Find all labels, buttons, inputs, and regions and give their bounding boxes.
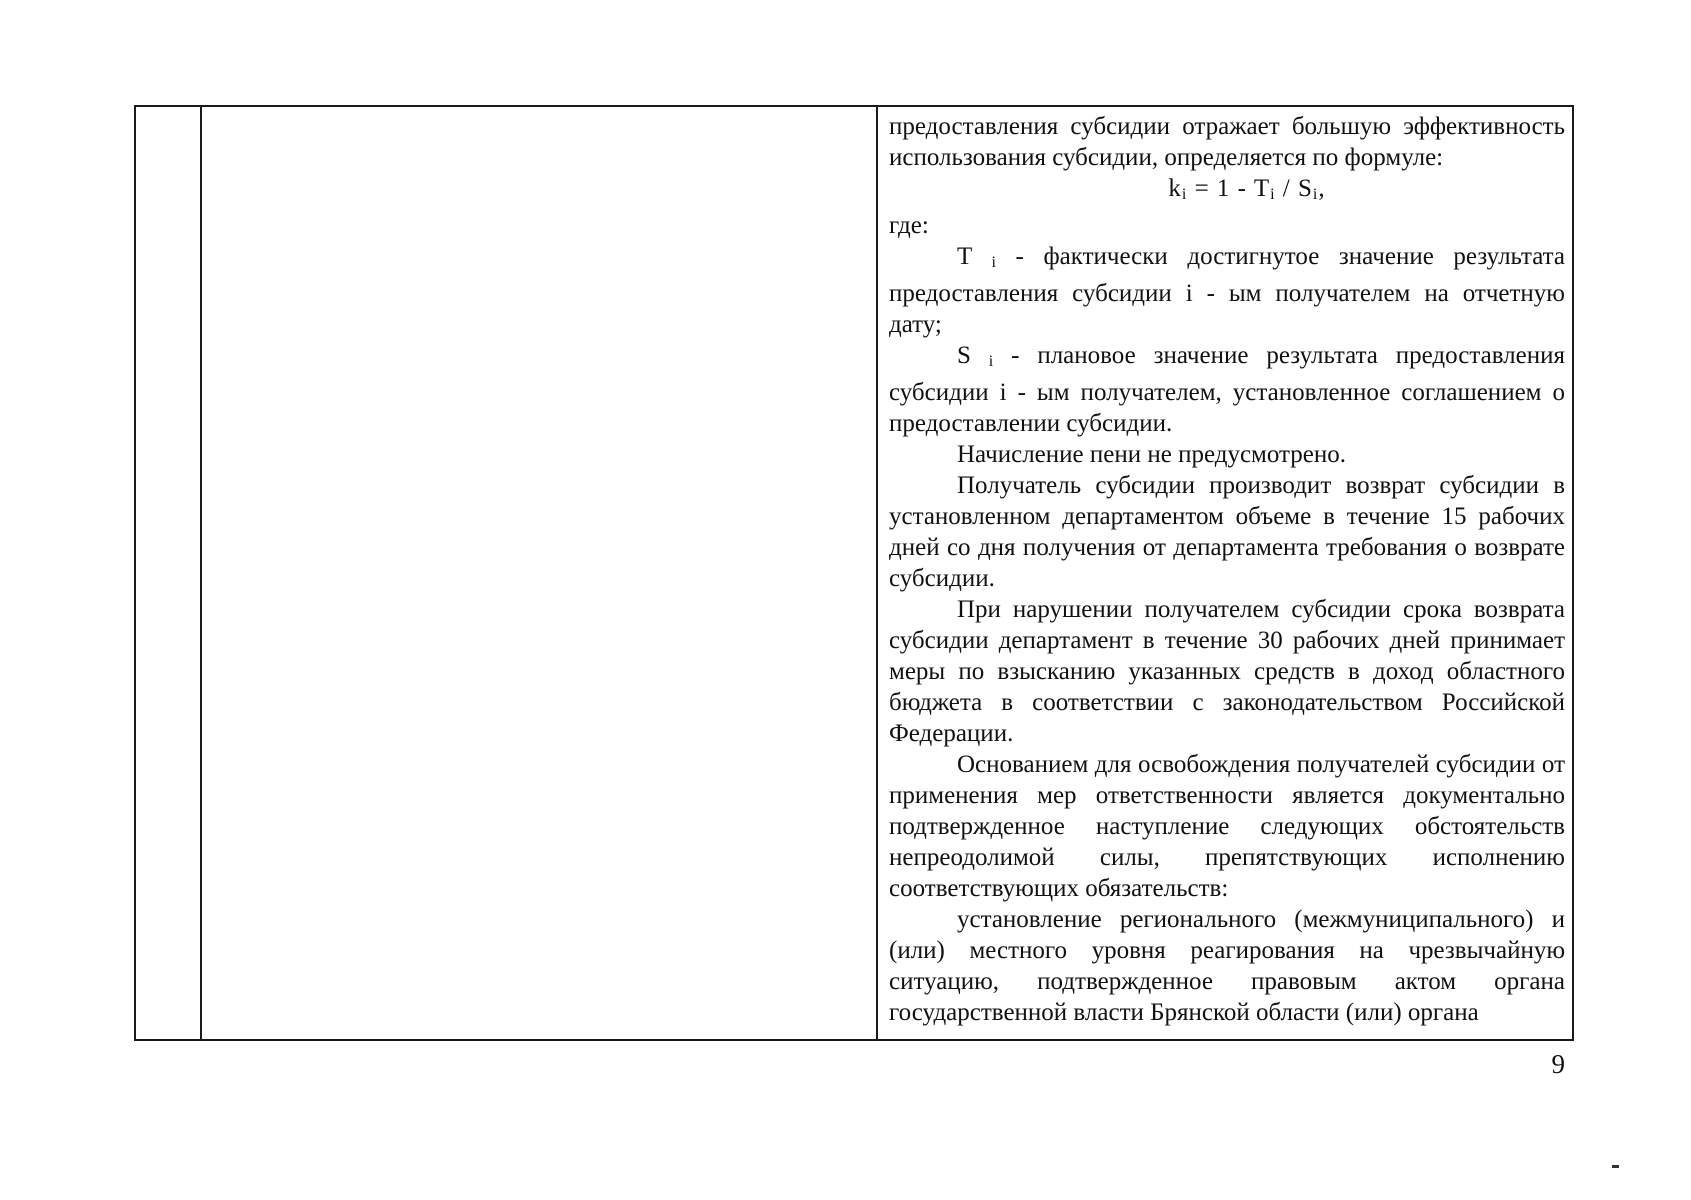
paragraph-penalty: Начисление пени не предусмотрено.: [957, 441, 1346, 468]
formula-t: T: [1253, 175, 1271, 202]
definition-t-symbol: T: [957, 243, 972, 270]
definition-s-index: i: [988, 353, 994, 370]
definition-t-text: - фактически достигнутое значение результата предоставления субсидии i - ым получателем на отчетную дату;: [889, 243, 1565, 338]
definition-s: [889, 340, 1565, 439]
document-table: [134, 105, 1574, 1041]
formula-s-index: i: [1312, 186, 1319, 203]
paragraph-return: Получатель субсидии производит возврат субсидии в установленном департаментом объеме в течение 15 рабочих дней со дня получения от департамента требования о возврате субсидии.: [889, 472, 1565, 592]
formula-k-index: i: [1181, 186, 1188, 203]
formula-t-index: i: [1270, 186, 1276, 203]
definition-s-text: - плановое значение результата предоставления субсидии i - ым получателем, установленное соглашением о предоставлении субсидии.: [889, 342, 1565, 437]
column-divider-first: [200, 107, 202, 1039]
formula-tail: ,: [1318, 175, 1326, 202]
formula-s: S: [1298, 175, 1313, 202]
formula: [889, 173, 1565, 210]
paragraph-emergency: установление регионального (межмуниципального) и (или) местного уровня реагирования на чрезвычайную ситуацию, подтвержденное правовым актом органа государственной власти Брянской области (или) органа: [889, 906, 1565, 1026]
column-divider-second: [876, 107, 878, 1039]
scan-artifact-mark: [1612, 1165, 1619, 1168]
definition-s-symbol: S: [957, 342, 971, 369]
definition-t-index: i: [991, 254, 996, 271]
paragraph-basis: Основанием для освобождения получателей субсидии от применения мер ответственности является документально подтвержденное наступление следующих обстоятельств непреодолимой силы, препятствующих исполнению соответствующих обязательств:: [889, 751, 1565, 902]
paragraph-violation: При нарушении получателем субсидии срока возврата субсидии департамент в течение 30 рабочих дней принимает меры по взысканию указанных средств в доход областного бюджета в соответствии с законодательством Российской Федерации.: [889, 596, 1565, 747]
paragraph-intro: предоставления субсидии отражает большую эффективность использования субсидии, определяется по формуле:: [889, 113, 1565, 171]
formula-equals: = 1 -: [1187, 175, 1254, 202]
paragraph-where: где:: [889, 212, 929, 239]
page-number: 9: [1551, 1049, 1565, 1079]
formula-slash: /: [1275, 175, 1298, 202]
definition-t: [889, 241, 1565, 340]
table-text-cell: [889, 111, 1565, 1039]
formula-k: k: [1168, 175, 1182, 202]
